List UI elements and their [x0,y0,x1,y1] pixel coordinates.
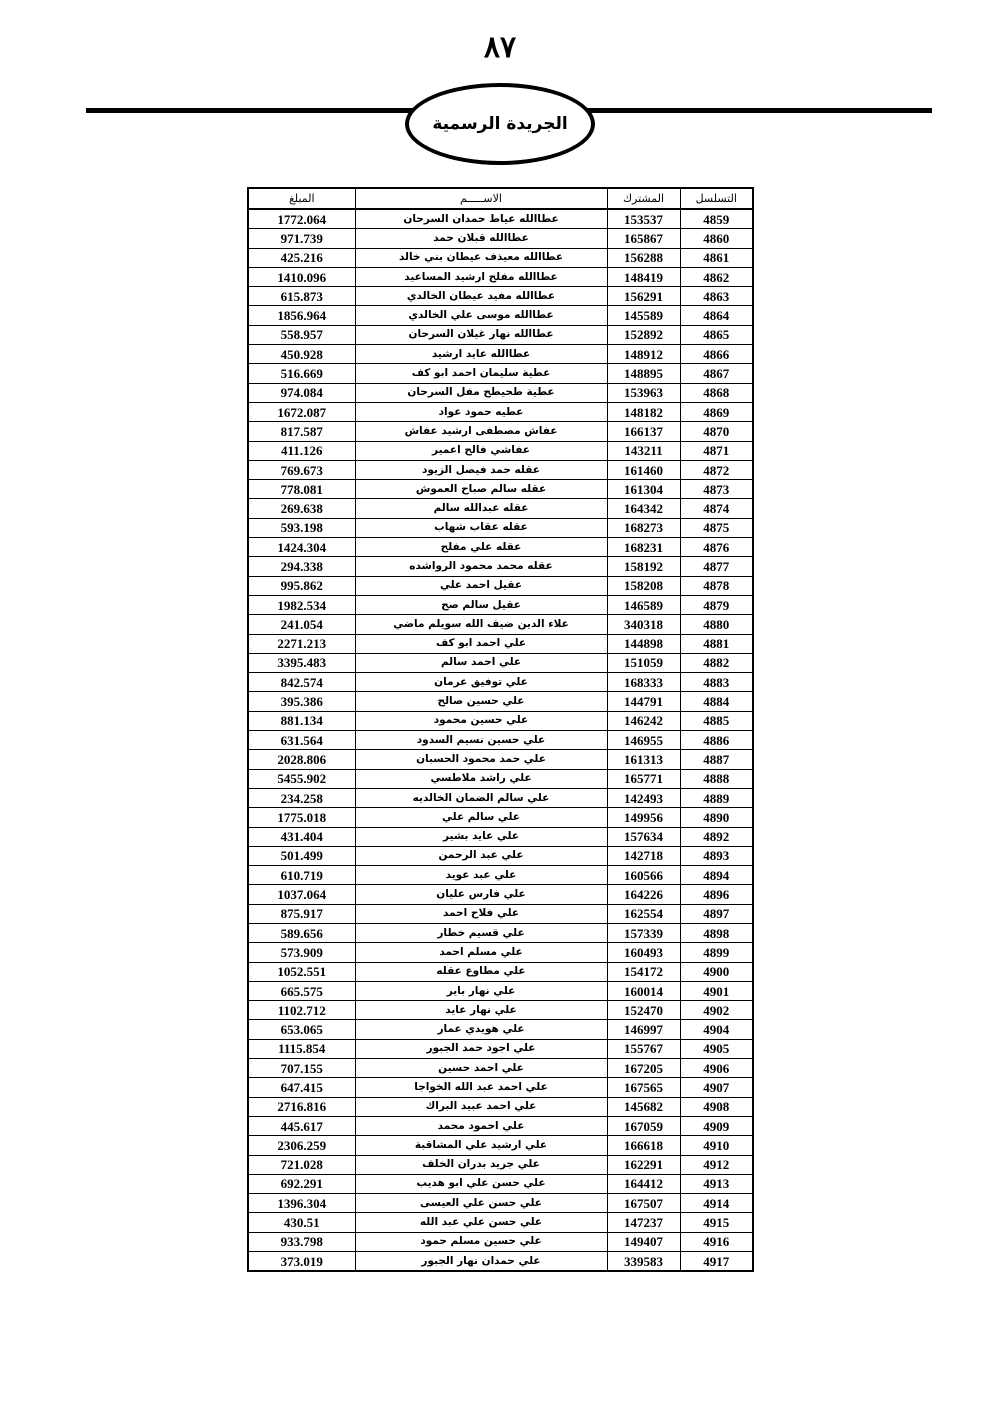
cell-name: علي احمد ابو كف [355,634,607,653]
cell-amount: 1052.551 [248,962,355,981]
cell-subscriber: 153537 [607,209,680,229]
cell-serial: 4880 [680,615,753,634]
cell-serial: 4886 [680,731,753,750]
cell-name: علي مطاوع عقله [355,962,607,981]
cell-subscriber: 147237 [607,1213,680,1232]
cell-amount: 665.575 [248,981,355,1000]
cell-amount: 610.719 [248,866,355,885]
table-row [248,1001,753,1020]
cell-amount: 3395.483 [248,653,355,672]
cell-name: علي عايد بشير [355,827,607,846]
table-row [248,866,753,885]
cell-amount: 1856.964 [248,306,355,325]
cell-amount: 573.909 [248,943,355,962]
cell-subscriber: 161313 [607,750,680,769]
cell-amount: 778.081 [248,480,355,499]
cell-name: عطية طحيطح مفل السرحان [355,383,607,402]
cell-name: علي حسين نسيم السدود [355,731,607,750]
cell-subscriber: 146589 [607,595,680,614]
table-row [248,422,753,441]
cell-amount: 1772.064 [248,209,355,229]
table-row [248,441,753,460]
cell-subscriber: 156291 [607,287,680,306]
table-row [248,518,753,537]
cell-serial: 4898 [680,923,753,942]
cell-name: عقله عبدالله سالم [355,499,607,518]
cell-amount: 721.028 [248,1155,355,1174]
table-row [248,383,753,402]
cell-amount: 692.291 [248,1174,355,1193]
cell-subscriber: 146242 [607,711,680,730]
cell-name: عطاالله موسى علي الخالدي [355,306,607,325]
table-row [248,711,753,730]
cell-name: عطيه حمود عواد [355,402,607,421]
cell-serial: 4888 [680,769,753,788]
cell-serial: 4871 [680,441,753,460]
cell-subscriber: 168273 [607,518,680,537]
table-row [248,731,753,750]
cell-subscriber: 168231 [607,538,680,557]
cell-serial: 4873 [680,480,753,499]
cell-name: علي هويدي عمار [355,1020,607,1039]
table-row [248,248,753,267]
cell-serial: 4861 [680,248,753,267]
table-row [248,595,753,614]
cell-name: علي حمد محمود الحسبان [355,750,607,769]
cell-subscriber: 164412 [607,1174,680,1193]
cell-subscriber: 165867 [607,229,680,248]
cell-amount: 995.862 [248,576,355,595]
cell-name: علي حسن علي ابو هديب [355,1174,607,1193]
cell-amount: 1424.304 [248,538,355,557]
cell-name: عفاشي فالح اعمير [355,441,607,460]
cell-subscriber: 156288 [607,248,680,267]
table-row [248,538,753,557]
cell-serial: 4870 [680,422,753,441]
cell-name: علي نهار باير [355,981,607,1000]
cell-subscriber: 152470 [607,1001,680,1020]
table-row [248,750,753,769]
cell-serial: 4905 [680,1039,753,1058]
cell-subscriber: 164342 [607,499,680,518]
cell-serial: 4904 [680,1020,753,1039]
cell-subscriber: 160566 [607,866,680,885]
cell-name: عقله سالم صباح العموش [355,480,607,499]
cell-subscriber: 146955 [607,731,680,750]
table-row [248,402,753,421]
cell-name: عفاش مصطفى ارشيد عفاش [355,422,607,441]
cell-amount: 1396.304 [248,1194,355,1213]
table-row [248,981,753,1000]
cell-amount: 631.564 [248,731,355,750]
cell-subscriber: 168333 [607,673,680,692]
table-row [248,364,753,383]
cell-serial: 4859 [680,209,753,229]
cell-amount: 875.917 [248,904,355,923]
cell-serial: 4912 [680,1155,753,1174]
cell-name: علي حسن علي العيسى [355,1194,607,1213]
cell-serial: 4875 [680,518,753,537]
cell-amount: 653.065 [248,1020,355,1039]
cell-serial: 4916 [680,1232,753,1251]
cell-serial: 4901 [680,981,753,1000]
table-row [248,653,753,672]
cell-serial: 4879 [680,595,753,614]
cell-serial: 4867 [680,364,753,383]
cell-amount: 881.134 [248,711,355,730]
cell-serial: 4910 [680,1136,753,1155]
cell-amount: 817.587 [248,422,355,441]
cell-amount: 445.617 [248,1116,355,1135]
cell-name: علي حسين صالح [355,692,607,711]
cell-subscriber: 149407 [607,1232,680,1251]
table-row [248,885,753,904]
cell-amount: 1982.534 [248,595,355,614]
table-row [248,846,753,865]
cell-serial: 4915 [680,1213,753,1232]
cell-serial: 4902 [680,1001,753,1020]
table-row [248,634,753,653]
cell-amount: 1115.854 [248,1039,355,1058]
table-row [248,287,753,306]
cell-name: عطاالله مفيد عيطان الخالدي [355,287,607,306]
cell-name: عطاالله عايد ارشيد [355,345,607,364]
column-header-name: الاســـــم [355,188,607,209]
table-row [248,827,753,846]
cell-serial: 4864 [680,306,753,325]
cell-name: علي توفيق عرمان [355,673,607,692]
table-row [248,1136,753,1155]
table-row [248,325,753,344]
cell-name: علي عبد عويد [355,866,607,885]
cell-amount: 593.198 [248,518,355,537]
cell-serial: 4899 [680,943,753,962]
table-row [248,808,753,827]
cell-name: عطاالله نهار غيلان السرحان [355,325,607,344]
cell-name: عقله حمد فيصل الزيود [355,460,607,479]
cell-name: علي احمود محمد [355,1116,607,1135]
cell-amount: 373.019 [248,1252,355,1272]
cell-serial: 4896 [680,885,753,904]
cell-serial: 4908 [680,1097,753,1116]
cell-subscriber: 148895 [607,364,680,383]
cell-subscriber: 157634 [607,827,680,846]
cell-subscriber: 167059 [607,1116,680,1135]
table-row [248,1020,753,1039]
cell-subscriber: 340318 [607,615,680,634]
cell-subscriber: 167507 [607,1194,680,1213]
table-row [248,1213,753,1232]
table-row [248,615,753,634]
cell-amount: 269.638 [248,499,355,518]
table-row [248,460,753,479]
cell-serial: 4894 [680,866,753,885]
cell-serial: 4882 [680,653,753,672]
table-row [248,1039,753,1058]
cell-amount: 2716.816 [248,1097,355,1116]
cell-subscriber: 155767 [607,1039,680,1058]
cell-name: علي جريد بدران الخلف [355,1155,607,1174]
cell-subscriber: 166137 [607,422,680,441]
table-row [248,1232,753,1251]
cell-name: علي احمد حسين [355,1059,607,1078]
cell-subscriber: 145589 [607,306,680,325]
table-row [248,1252,753,1272]
table-row [248,904,753,923]
cell-subscriber: 149956 [607,808,680,827]
cell-subscriber: 153963 [607,383,680,402]
cell-name: عطية سليمان احمد ابو كف [355,364,607,383]
cell-serial: 4876 [680,538,753,557]
cell-name: علي حسين مسلم حمود [355,1232,607,1251]
cell-amount: 974.084 [248,383,355,402]
cell-subscriber: 151059 [607,653,680,672]
cell-amount: 430.51 [248,1213,355,1232]
gazette-title-oval [405,83,595,165]
cell-amount: 411.126 [248,441,355,460]
cell-name: عقيل احمد علي [355,576,607,595]
cell-amount: 971.739 [248,229,355,248]
cell-name: علي عبد الرحمن [355,846,607,865]
cell-serial: 4860 [680,229,753,248]
cell-subscriber: 339583 [607,1252,680,1272]
cell-name: علاء الدين ضيف الله سويلم ماضي [355,615,607,634]
cell-subscriber: 148912 [607,345,680,364]
table-row [248,267,753,286]
cell-subscriber: 142718 [607,846,680,865]
cell-serial: 4884 [680,692,753,711]
cell-serial: 4868 [680,383,753,402]
table-row [248,1097,753,1116]
cell-amount: 1102.712 [248,1001,355,1020]
cell-amount: 5455.902 [248,769,355,788]
cell-serial: 4892 [680,827,753,846]
cell-subscriber: 158192 [607,557,680,576]
cell-subscriber: 166618 [607,1136,680,1155]
cell-serial: 4907 [680,1078,753,1097]
cell-name: علي احمد عبيد البراك [355,1097,607,1116]
cell-amount: 842.574 [248,673,355,692]
cell-subscriber: 165771 [607,769,680,788]
cell-name: علي احمد عبد الله الخواجا [355,1078,607,1097]
cell-amount: 1037.064 [248,885,355,904]
cell-subscriber: 157339 [607,923,680,942]
cell-subscriber: 162554 [607,904,680,923]
column-header-amount: المبلغ [248,188,355,209]
table-row [248,480,753,499]
cell-amount: 425.216 [248,248,355,267]
table-row [248,673,753,692]
cell-subscriber: 146997 [607,1020,680,1039]
cell-name: علي مسلم احمد [355,943,607,962]
table-row [248,209,753,229]
cell-subscriber: 143211 [607,441,680,460]
cell-serial: 4863 [680,287,753,306]
cell-serial: 4872 [680,460,753,479]
table-row [248,769,753,788]
cell-subscriber: 144791 [607,692,680,711]
cell-serial: 4890 [680,808,753,827]
cell-name: علي قسيم خطار [355,923,607,942]
table-row [248,788,753,807]
cell-amount: 558.957 [248,325,355,344]
cell-serial: 4866 [680,345,753,364]
cell-serial: 4881 [680,634,753,653]
cell-amount: 1410.096 [248,267,355,286]
cell-amount: 234.258 [248,788,355,807]
cell-amount: 2306.259 [248,1136,355,1155]
table-row [248,229,753,248]
cell-serial: 4862 [680,267,753,286]
cell-subscriber: 162291 [607,1155,680,1174]
cell-name: علي راشد ملاطسي [355,769,607,788]
cell-name: عقله عقاب شهاب [355,518,607,537]
column-header-serial: التسلسل [680,188,753,209]
cell-name: علي ارشيد علي المشاقبة [355,1136,607,1155]
cell-subscriber: 145682 [607,1097,680,1116]
page-number: ٨٧ [483,30,517,65]
table-row [248,557,753,576]
cell-serial: 4887 [680,750,753,769]
cell-serial: 4909 [680,1116,753,1135]
cell-name: عطاالله عياط حمدان السرحان [355,209,607,229]
cell-amount: 615.873 [248,287,355,306]
cell-name: علي فارس عليان [355,885,607,904]
column-header-subscriber: المشترك [607,188,680,209]
table-row [248,1116,753,1135]
header-row [248,188,753,209]
table-row [248,576,753,595]
table-row [248,345,753,364]
cell-name: عطاالله مفلح ارشيد المساعيد [355,267,607,286]
cell-serial: 4885 [680,711,753,730]
cell-amount: 589.656 [248,923,355,942]
cell-subscriber: 152892 [607,325,680,344]
cell-serial: 4883 [680,673,753,692]
table-row [248,306,753,325]
cell-serial: 4913 [680,1174,753,1193]
table-row [248,692,753,711]
cell-amount: 501.499 [248,846,355,865]
cell-amount: 516.669 [248,364,355,383]
cell-serial: 4893 [680,846,753,865]
cell-name: عقله محمد محمود الرواشده [355,557,607,576]
cell-name: علي سالم الضمان الخالديه [355,788,607,807]
cell-name: علي احمد سالم [355,653,607,672]
cell-subscriber: 142493 [607,788,680,807]
cell-name: علي حسين محمود [355,711,607,730]
cell-subscriber: 167565 [607,1078,680,1097]
cell-subscriber: 148419 [607,267,680,286]
table-row [248,1194,753,1213]
cell-serial: 4897 [680,904,753,923]
cell-subscriber: 158208 [607,576,680,595]
cell-amount: 769.673 [248,460,355,479]
cell-serial: 4900 [680,962,753,981]
cell-amount: 395.386 [248,692,355,711]
cell-subscriber: 144898 [607,634,680,653]
cell-serial: 4877 [680,557,753,576]
gazette-title: الجريدة الرسمية [432,114,568,134]
cell-serial: 4865 [680,325,753,344]
cell-serial: 4906 [680,1059,753,1078]
cell-amount: 294.338 [248,557,355,576]
cell-name: علي حمدان نهار الجبور [355,1252,607,1272]
cell-amount: 1775.018 [248,808,355,827]
cell-amount: 2271.213 [248,634,355,653]
cell-subscriber: 160493 [607,943,680,962]
table-row [248,962,753,981]
cell-name: علي فلاح احمد [355,904,607,923]
table-row [248,1174,753,1193]
cell-subscriber: 160014 [607,981,680,1000]
table-row [248,499,753,518]
cell-subscriber: 148182 [607,402,680,421]
cell-subscriber: 154172 [607,962,680,981]
cell-amount: 933.798 [248,1232,355,1251]
cell-serial: 4878 [680,576,753,595]
table-row [248,1078,753,1097]
cell-subscriber: 167205 [607,1059,680,1078]
cell-amount: 707.155 [248,1059,355,1078]
cell-name: علي نهار عايد [355,1001,607,1020]
cell-amount: 2028.806 [248,750,355,769]
cell-amount: 241.054 [248,615,355,634]
records-table [247,187,754,1272]
cell-amount: 1672.087 [248,402,355,421]
cell-name: عطاالله معيذف عيطان بني خالد [355,248,607,267]
cell-amount: 431.404 [248,827,355,846]
table-row [248,1059,753,1078]
cell-subscriber: 164226 [607,885,680,904]
cell-name: علي اجود حمد الجبور [355,1039,607,1058]
table-body [248,209,753,1271]
cell-subscriber: 161460 [607,460,680,479]
cell-serial: 4914 [680,1194,753,1213]
cell-name: علي سالم علي [355,808,607,827]
cell-name: عقيل سالم صح [355,595,607,614]
table-row [248,1155,753,1174]
table-row [248,943,753,962]
cell-name: علي حسن علي عبد الله [355,1213,607,1232]
cell-name: عقله علي مفلح [355,538,607,557]
cell-amount: 450.928 [248,345,355,364]
table-row [248,923,753,942]
cell-serial: 4917 [680,1252,753,1272]
cell-serial: 4874 [680,499,753,518]
cell-serial: 4869 [680,402,753,421]
cell-serial: 4889 [680,788,753,807]
cell-subscriber: 161304 [607,480,680,499]
cell-amount: 647.415 [248,1078,355,1097]
cell-name: عطاالله قبلان حمد [355,229,607,248]
